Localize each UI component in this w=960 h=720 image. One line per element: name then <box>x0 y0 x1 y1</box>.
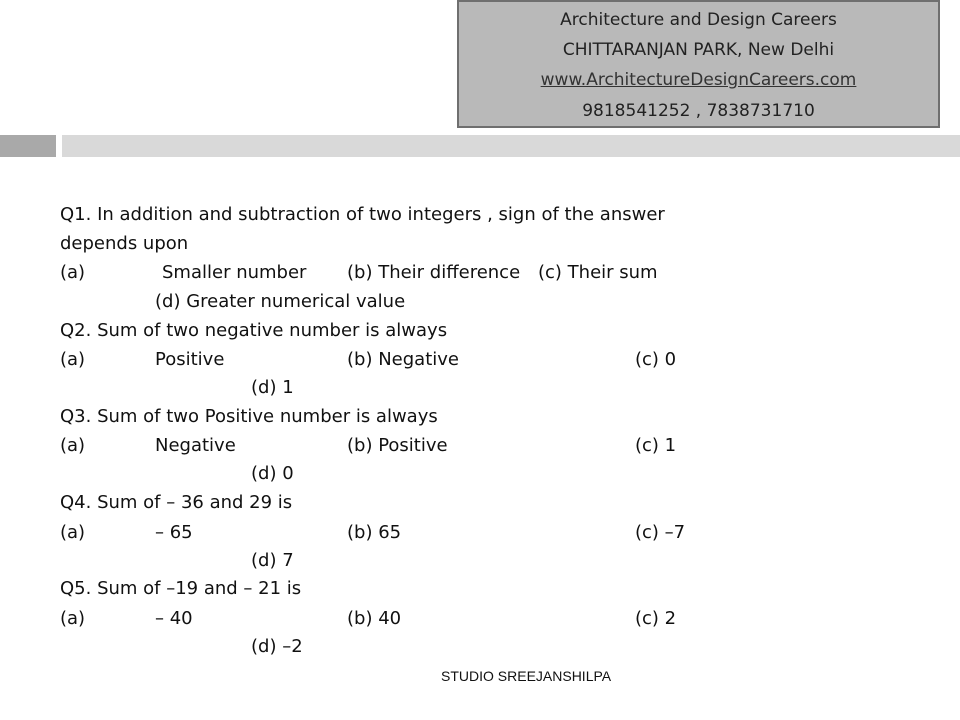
question-5-option-c: (c) 2 <box>635 608 677 629</box>
question-4-option-b: (b) 65 <box>347 522 402 543</box>
footer-studio-name: STUDIO SREEJANSHILPA <box>441 668 612 684</box>
question-4-option-a: – 65 <box>155 522 193 543</box>
question-1-option-a-label: (a) <box>60 262 86 283</box>
question-1-option-a: Smaller number <box>162 262 307 283</box>
question-5-option-a-label: (a) <box>60 608 86 629</box>
question-5-option-d: (d) –2 <box>251 636 303 657</box>
question-4-option-a-label: (a) <box>60 522 86 543</box>
question-2-option-d: (d) 1 <box>251 377 294 398</box>
question-3-stem: Q3. Sum of two Positive number is always <box>60 406 438 427</box>
question-5-stem: Q5. Sum of –19 and – 21 is <box>60 578 302 599</box>
website-link[interactable]: www.ArchitectureDesignCareers.com <box>540 70 857 90</box>
question-3-option-c: (c) 1 <box>635 435 677 456</box>
question-2-option-a: Positive <box>155 349 225 370</box>
phone-numbers: 9818541252 , 7838731710 <box>582 101 815 121</box>
question-1-option-b: (b) Their difference <box>347 262 521 283</box>
header-address: CHITTARANJAN PARK, New Delhi <box>562 40 835 60</box>
question-3-option-a: Negative <box>155 435 236 456</box>
question-4-option-c: (c) –7 <box>635 522 686 543</box>
question-1-option-d: (d) Greater numerical value <box>155 291 406 312</box>
question-2-option-b: (b) Negative <box>347 349 459 370</box>
question-5-option-a: – 40 <box>155 608 193 629</box>
question-1-stem-line1: Q1. In addition and subtraction of two integers , sign of the answer <box>60 204 665 225</box>
accent-bar-right <box>62 135 960 157</box>
question-5-option-b: (b) 40 <box>347 608 402 629</box>
question-4-stem: Q4. Sum of – 36 and 29 is <box>60 492 293 513</box>
question-2-option-a-label: (a) <box>60 349 86 370</box>
question-3-option-b: (b) Positive <box>347 435 448 456</box>
question-1-stem-line2: depends upon <box>60 233 189 254</box>
question-3-option-a-label: (a) <box>60 435 86 456</box>
question-1-option-c: (c) Their sum <box>538 262 658 283</box>
question-4-option-d: (d) 7 <box>251 550 294 571</box>
accent-bar-left <box>0 135 56 157</box>
header-title: Architecture and Design Careers <box>560 10 837 30</box>
question-3-option-d: (d) 0 <box>251 463 294 484</box>
question-2-option-c: (c) 0 <box>635 349 677 370</box>
question-2-stem: Q2. Sum of two negative number is always <box>60 320 448 341</box>
header-info-box <box>457 0 940 128</box>
